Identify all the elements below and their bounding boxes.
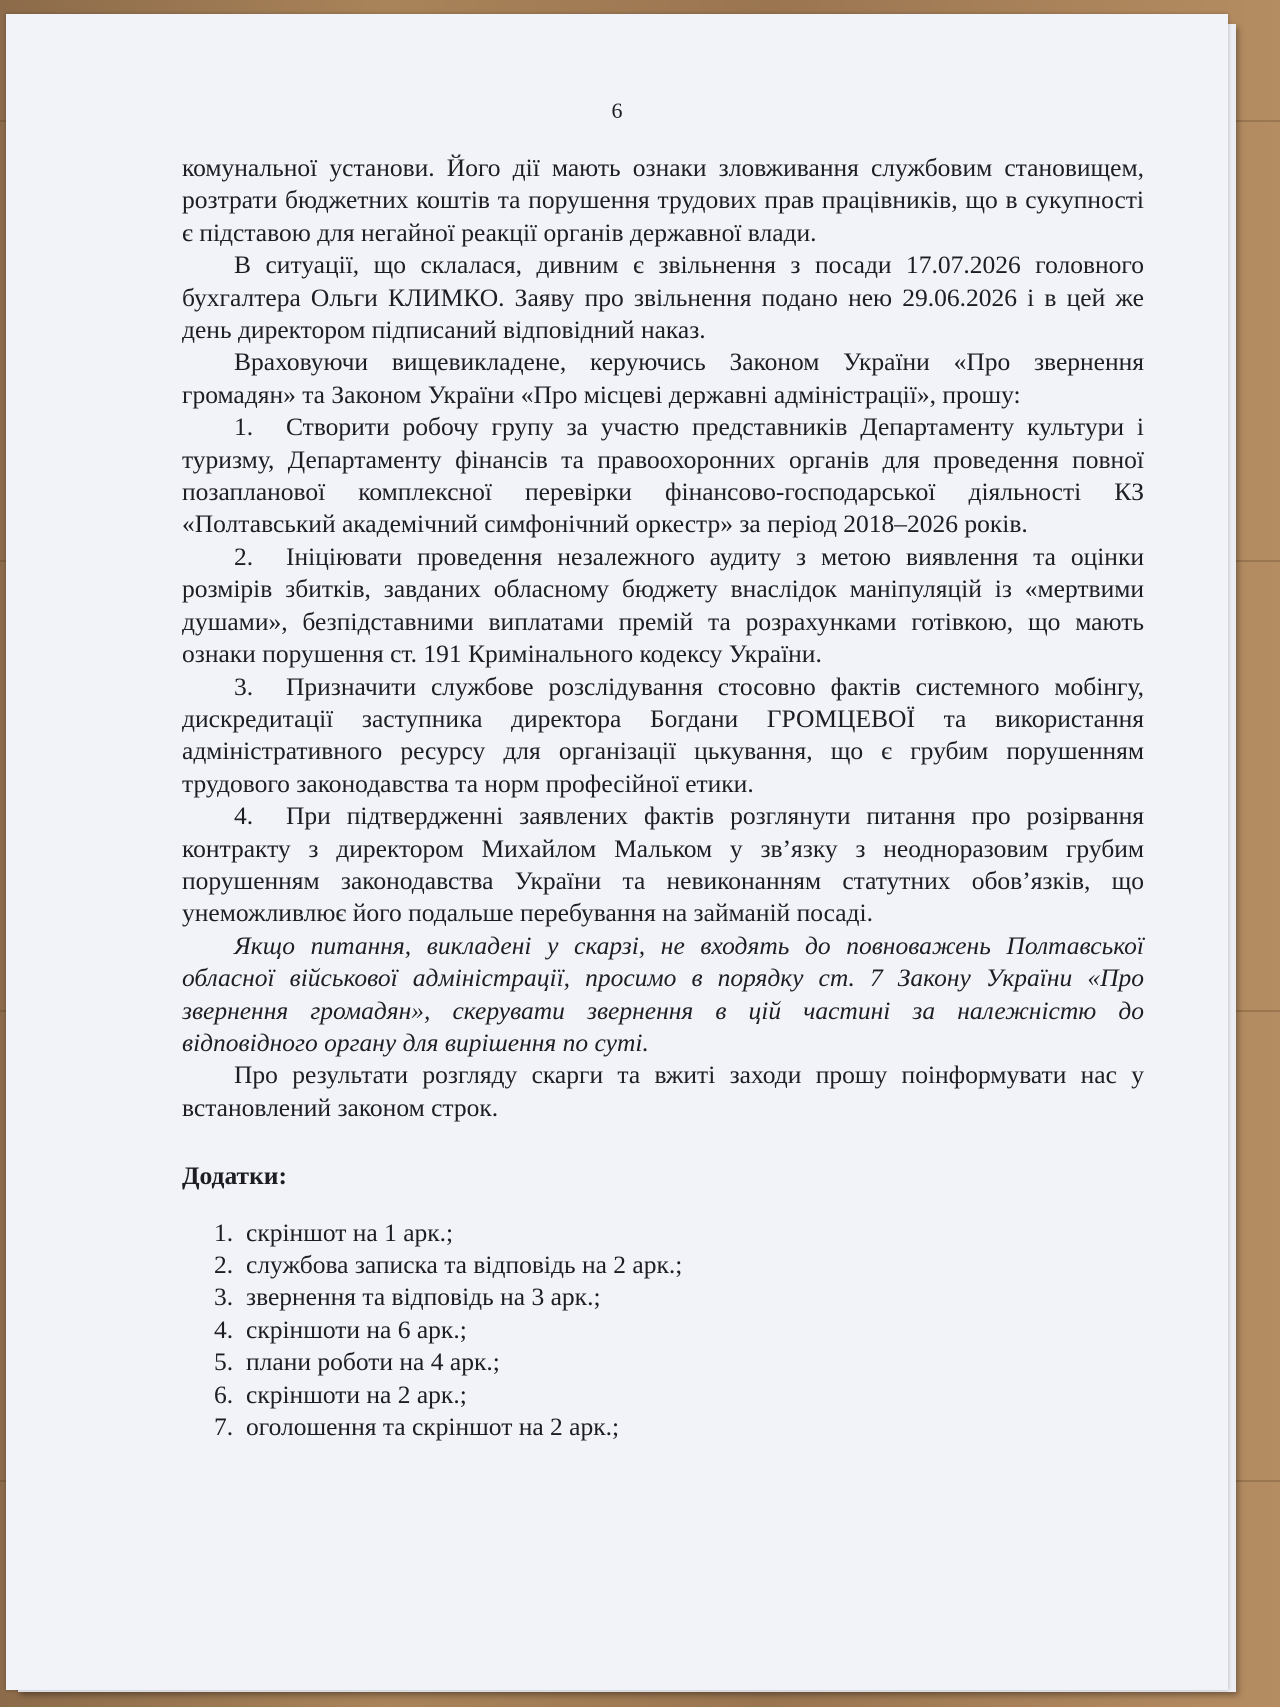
request-number: 2. — [234, 541, 254, 571]
appendix-item — [214, 1346, 1144, 1378]
document-body — [182, 152, 1144, 1443]
italic-note: Якщо питання, викладені у скарзі, не входять до повноважень Полтавської обласної військової адміністрації, просимо в порядку ст. 7 Закону України «Про звернення громадян», скерувати звернення в цій частині за належністю до відповідного органу для вирішення по суті. — [182, 930, 1144, 1057]
request-number: 1. — [234, 412, 254, 442]
closing-paragraph: Про результати розгляду скарги та вжиті заходи прошу поінформувати нас у встановлений законом строк. — [182, 1060, 1144, 1122]
appendix-list — [182, 1217, 1144, 1444]
appendix-item — [214, 1217, 1144, 1249]
request-number: 4. — [234, 801, 254, 831]
document-page — [6, 14, 1228, 1690]
appendix-text: звернення та відповідь на 3 арк.; — [246, 1282, 601, 1312]
appendix-text: оголошення та скріншот на 2 арк.; — [246, 1412, 620, 1442]
request-item-4 — [182, 800, 1144, 930]
appendix-text: службова записка та відповідь на 2 арк.; — [246, 1250, 683, 1279]
request-text: Створити робочу групу за участю представників Департаменту культури і туризму, Департаменту фінансів та правоохоронних органів для проведення повної позапланової комплексної перевірки фінансово-господарської діяльності КЗ «Полтавський академічний симфонічний оркестр» за період 2018–2026 років. — [182, 412, 1144, 539]
appendix-text: скріншоти на 6 арк.; — [246, 1314, 467, 1344]
appendix-number: 5. — [214, 1347, 234, 1377]
appendix-number: 7. — [214, 1412, 234, 1442]
request-text: При підтвердженні заявлених фактів розглянути питання про розірвання контракту з директором Михайлом Мальком у зв’язку з неодноразовим грубим порушенням законодавства України та невиконанням статутних обов’язків, що унеможливлює його подальше перебування на займаній посаді. — [182, 801, 1144, 928]
paragraph-dismissal: В ситуації, що склалася, дивним є звільнення з посади 17.07.2026 головного бухгалтера Ольги КЛИМКО. Заяву про звільнення подано нею 29.06.2026 і в цей же день директором підписаний відповідний наказ. — [182, 250, 1144, 345]
request-item-1 — [182, 411, 1144, 541]
appendix-text: плани роботи на 4 арк.; — [246, 1347, 500, 1377]
appendix-number: 2. — [214, 1250, 234, 1279]
appendix-number: 6. — [214, 1379, 234, 1409]
request-text: Ініціювати проведення незалежного аудиту з метою виявлення та оцінки розмірів збитків, завданих обласному бюджету внаслідок маніпуляцій із «мертвими душами», безпідставними виплатами премій та розрахунками готівкою, що мають ознаки порушення ст. 191 Кримінального кодексу України. — [182, 541, 1144, 669]
page-number: 6 — [611, 98, 623, 123]
appendix-item — [214, 1281, 1144, 1313]
appendix-number: 3. — [214, 1282, 234, 1312]
appendix-text: скріншоти на 2 арк.; — [246, 1379, 467, 1409]
appendix-item — [214, 1314, 1144, 1346]
appendix-item — [214, 1249, 1144, 1281]
appendix-item — [214, 1411, 1144, 1443]
request-item-2 — [182, 541, 1144, 671]
request-number: 3. — [234, 671, 254, 701]
paragraph-conclusion: комунальної установи. Його дії мають ознаки зловживання службовим становищем, розтрати бюджетних коштів та порушення трудових прав працівників, що в сукупності є підставою для негайної реакції органів державної влади. — [182, 153, 1144, 247]
request-text: Призначити службове розслідування стосовно фактів системного мобінгу, дискредитації заступника директора Богдани ГРОМЦЕВОЇ та використання адміністративного ресурсу для організації цькування, що є грубим порушенням трудового законодавства та норм професійної етики. — [182, 671, 1144, 798]
request-item-3 — [182, 671, 1144, 801]
appendix-title: Додатки: — [182, 1161, 287, 1191]
appendix-text: скріншот на 1 арк.; — [246, 1217, 454, 1247]
paragraph-request-intro: Враховуючи вищевикладене, керуючись Законом України «Про звернення громадян» та Законом України «Про місцеві державні адміністрації», прошу: — [182, 347, 1144, 409]
appendix-item — [214, 1379, 1144, 1411]
appendix-number: 1. — [214, 1217, 234, 1247]
appendix-number: 4. — [214, 1314, 234, 1344]
